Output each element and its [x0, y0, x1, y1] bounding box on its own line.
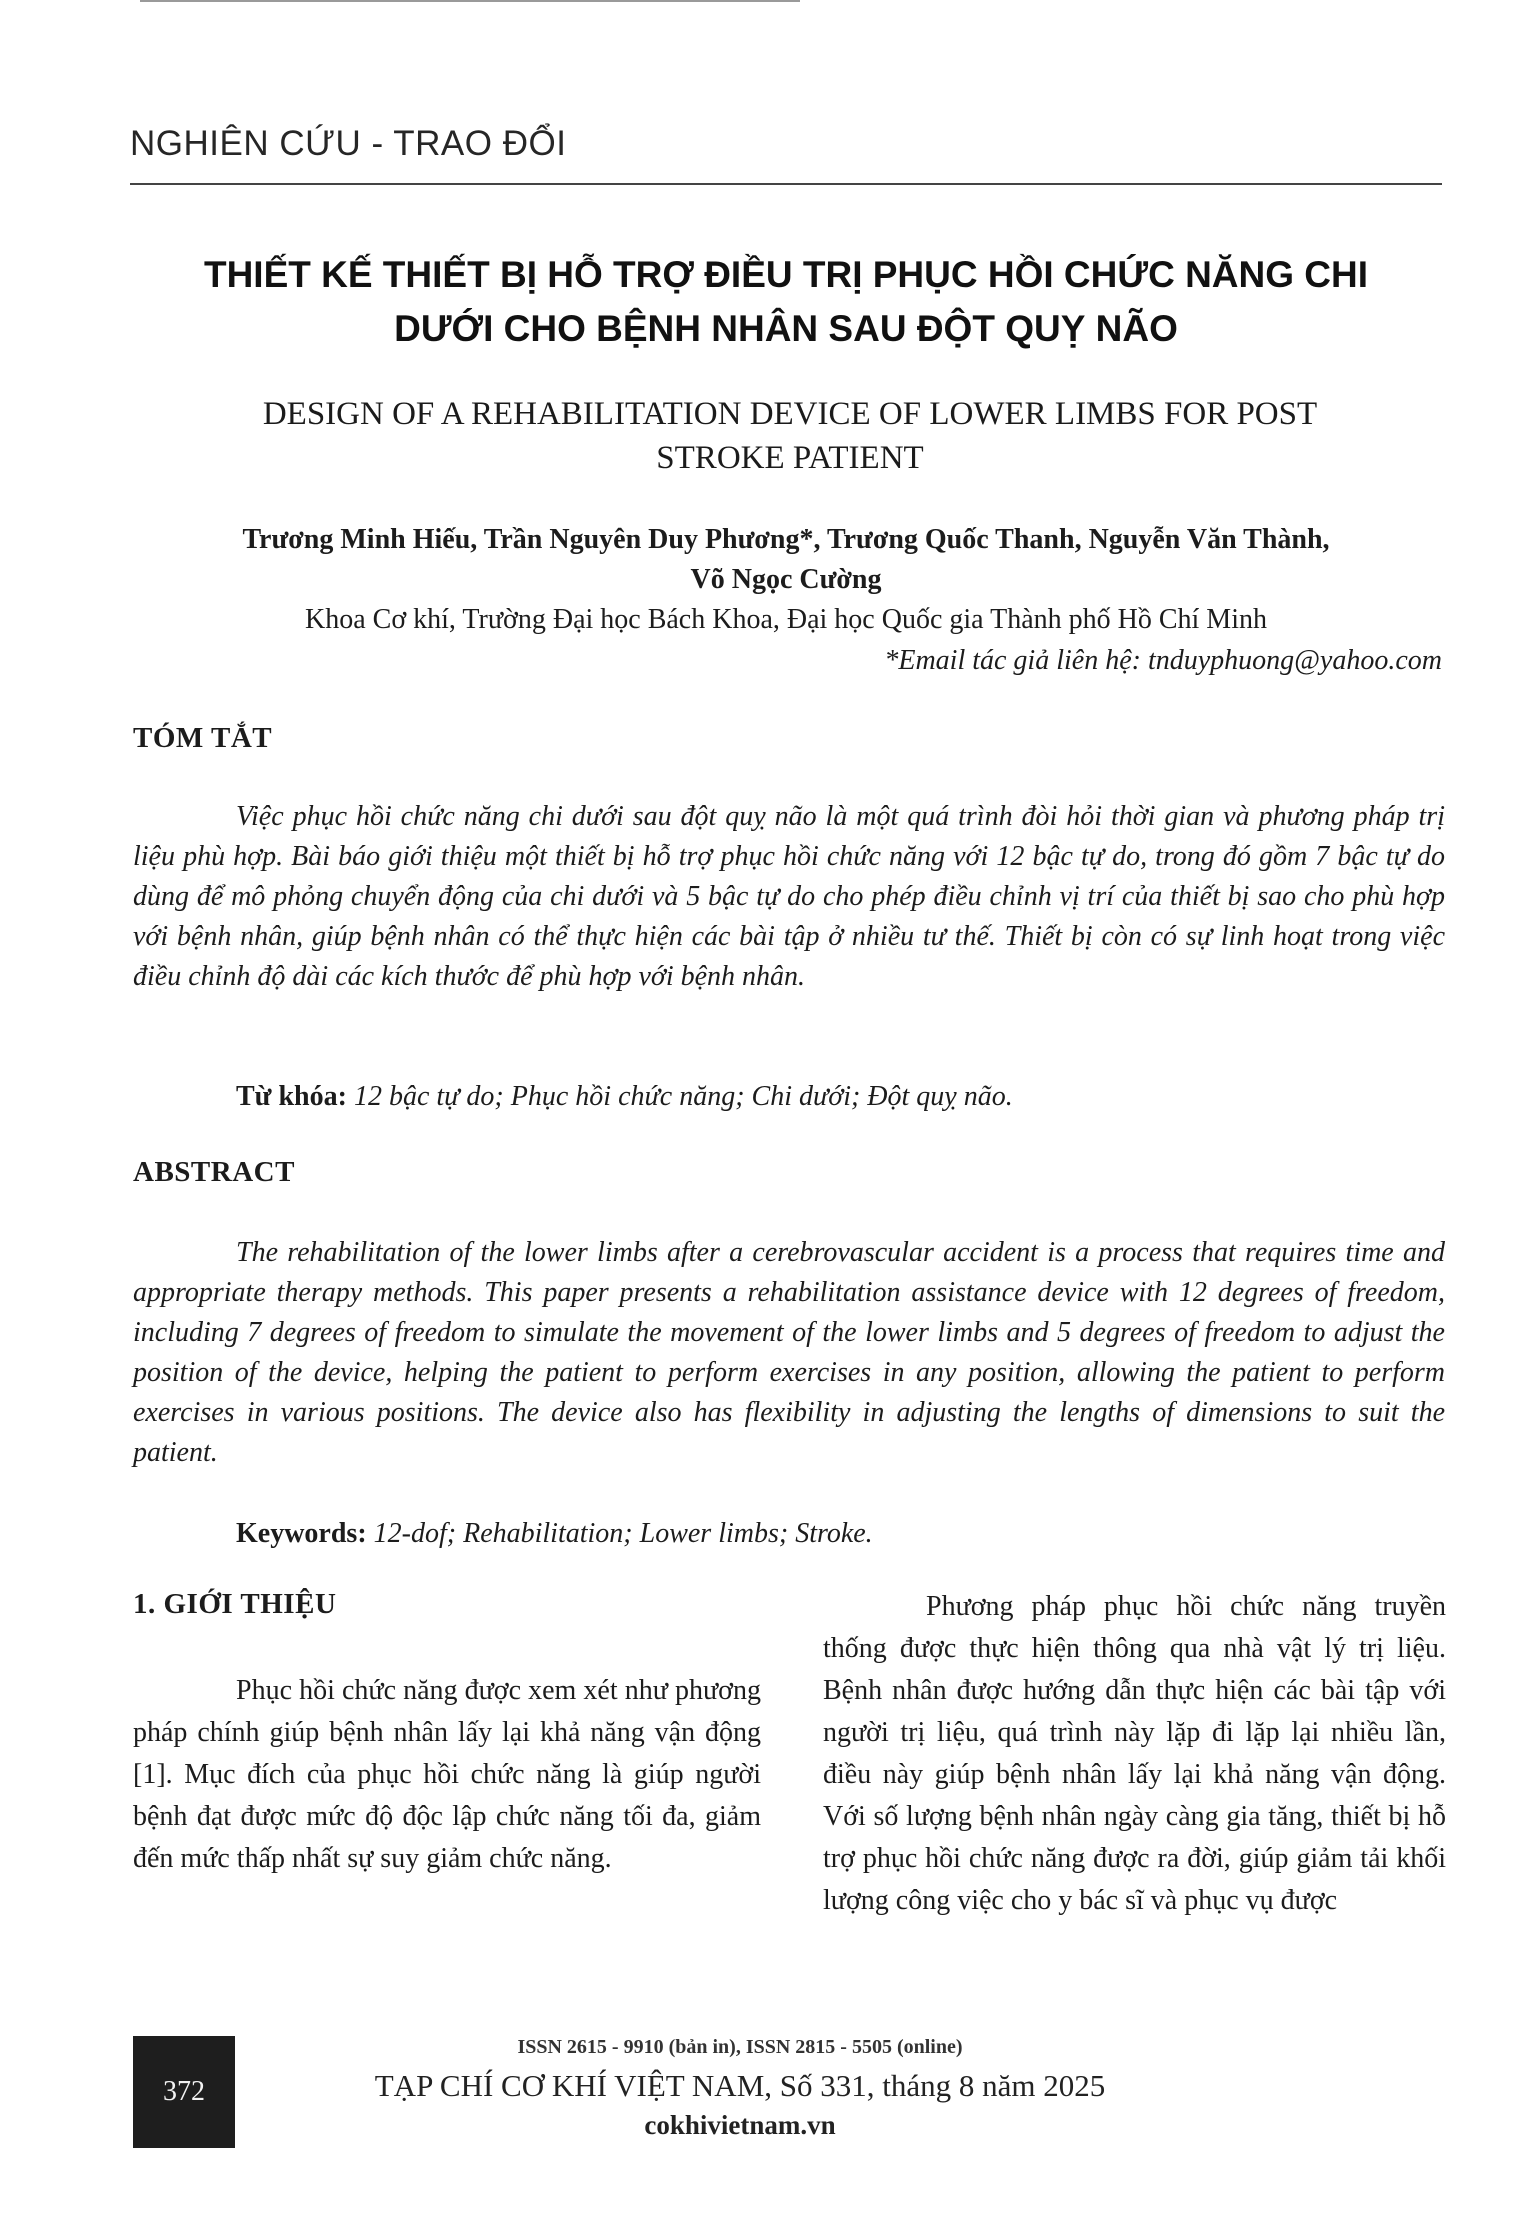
summary-keywords	[236, 1077, 1013, 1117]
intro-heading: 1. GIỚI THIỆU	[133, 1588, 337, 1620]
affiliation: Khoa Cơ khí, Trường Đại học Bách Khoa, Đại học Quốc gia Thành phố Hồ Chí Minh	[305, 604, 1267, 635]
header-divider	[130, 183, 1442, 185]
summary-heading: TÓM TẮT	[133, 722, 273, 754]
section-header: NGHIÊN CỨU - TRAO ĐỔI	[130, 124, 567, 163]
summary-keywords-value: 12 bậc tự do; Phục hồi chức năng; Chi dưới; Đột quỵ não.	[353, 1081, 1013, 1112]
summary-keywords-label: Từ khóa:	[236, 1081, 347, 1112]
top-scan-rule	[140, 0, 800, 2]
title-en-line-2: STROKE PATIENT	[656, 440, 924, 476]
footer-website: cokhivietnam.vn	[644, 2110, 836, 2140]
corresponding-email: *Email tác giả liên hệ: tnduyphuong@yahoo.com	[884, 645, 1442, 676]
abstract-heading: ABSTRACT	[133, 1156, 295, 1188]
title-vi-line-1: THIẾT KẾ THIẾT BỊ HỖ TRỢ ĐIỀU TRỊ PHỤC HỒI CHỨC NĂNG CHI	[203, 254, 1369, 295]
abstract-keywords	[236, 1514, 873, 1554]
title-english	[230, 392, 1350, 480]
title-vi-line-2: DƯỚI CHO BỆNH NHÂN SAU ĐỘT QUỴ NÃO	[394, 308, 1178, 349]
footer-journal: TẠP CHÍ CƠ KHÍ VIỆT NAM, Số 331, tháng 8 năm 2025	[374, 2068, 1106, 2103]
author-list	[130, 520, 1442, 600]
summary-text: Việc phục hồi chức năng chi dưới sau đột quỵ não là một quá trình đòi hỏi thời gian và phương pháp trị liệu phù hợp. Bài báo giới thiệu một thiết bị hỗ trợ phục hồi chức năng với 12 bậc tự do, trong đó gồm 7 bậc tự do dùng để mô phỏng chuyển động của chi dưới và 5 bậc tự do cho phép điều chỉnh vị trí của thiết bị sao cho phù hợp với bệnh nhân, giúp bệnh nhân có thể thực hiện các bài tập ở nhiều tư thế. Thiết bị còn có sự linh hoạt trong việc điều chỉnh độ dài các kích thước để phù hợp với bệnh nhân.	[133, 801, 1445, 992]
intro-left-column: Phục hồi chức năng được xem xét như phương pháp chính giúp bệnh nhân lấy lại khả năng vận động [1]. Mục đích của phục hồi chức năng là giúp người bệnh đạt được mức độ độc lập chức năng tối đa, giảm đến mức thấp nhất sự suy giảm chức năng.	[133, 1675, 761, 1874]
abstract-keywords-label: Keywords:	[236, 1518, 367, 1549]
authors-line-1: Trương Minh Hiếu, Trần Nguyên Duy Phương*, Trương Quốc Thanh, Nguyễn Văn Thành,	[242, 524, 1330, 555]
abstract-keywords-value: 12-dof; Rehabilitation; Lower limbs; Stroke.	[373, 1518, 873, 1549]
title-vietnamese	[130, 248, 1442, 356]
intro-right-column: Phương pháp phục hồi chức năng truyền thống được thực hiện thông qua nhà vật lý trị liệu. Bệnh nhân được hướng dẫn thực hiện các bài tập với người trị liệu, quá trình này lặp đi lặp lại nhiều lần, điều này giúp bệnh nhân lấy lại khả năng vận động. Với số lượng bệnh nhân ngày càng gia tăng, thiết bị hỗ trợ phục hồi chức năng được ra đời, giúp giảm tải khối lượng công việc cho y bác sĩ và phục vụ được	[823, 1591, 1446, 1916]
authors-line-2: Võ Ngọc Cường	[690, 564, 882, 595]
abstract-text: The rehabilitation of the lower limbs after a cerebrovascular accident is a process that requires time and appropriate therapy methods. This paper presents a rehabilitation assistance device with 12 degrees of freedom, including 7 degrees of freedom to simulate the movement of the lower limbs and 5 degrees of freedom to adjust the position of the device, helping the patient to perform exercises in any position, allowing the patient to perform exercises in various positions. The device also has flexibility in adjusting the lengths of dimensions to suit the patient.	[133, 1237, 1445, 1468]
title-en-line-1: DESIGN OF A REHABILITATION DEVICE OF LOWER LIMBS FOR POST	[262, 396, 1318, 432]
footer-issn: ISSN 2615 - 9910 (bản in), ISSN 2815 - 5505 (online)	[517, 2036, 963, 2058]
page-number: 372	[133, 2036, 235, 2148]
